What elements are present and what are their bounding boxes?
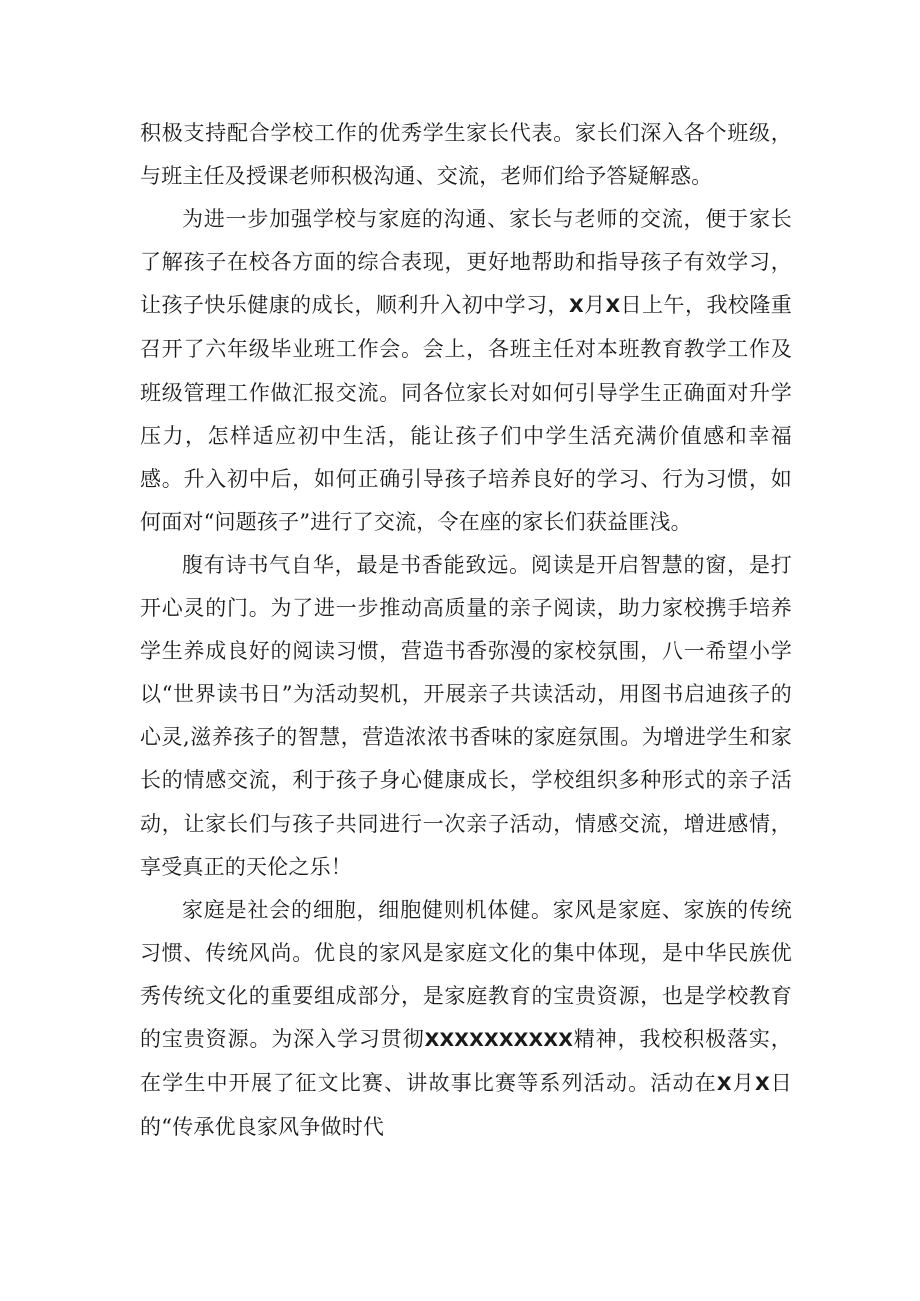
paragraph-1: [140, 112, 792, 198]
paragraph-2: [140, 198, 792, 544]
paragraph-4: [140, 889, 792, 1150]
text-run: 家庭是社会的细胞，细胞健则机体健。家风是家庭、家族的传统习惯、传统风尚。优良的家风是家庭文化的集中体现，是中华民族优秀传统文化的重要组成部分，是家庭教育的宝贵资源，也是学校教育的宝贵资源。为深入学习贯彻: [140, 897, 792, 1051]
paragraph-3: [140, 544, 792, 889]
text-run: 腹有诗书气自华，最是书香能致远。阅读是开启智慧的窗，是打开心灵的门。为了进一步推动高质量的亲子阅读，助力家校携手培养学生养成良好的阅读习惯，营造书香弥漫的家校氛围，八一希望小学以“世界读书日”为活动契机，开展亲子共读活动，用图书启迪孩子的心灵,滋养孩子的智慧，营造浓浓书香味的家庭氛围。为增进学生和家长的情感交流，利于孩子身心健康成长，学校组织多种形式的亲子活动，让家长们与孩子共同进行一次亲子活动，情感交流，增进感情，享受真正的天伦之乐！: [140, 552, 792, 879]
placeholder-month: X: [716, 1073, 732, 1096]
text-run: 精神，我校积极落实，在学生中开展了征文比赛、讲故事比赛等系列活动。活动在: [140, 1026, 793, 1096]
text-run: 日的“传承优良家风争做时代: [140, 1071, 793, 1140]
placeholder-redacted: XXXXXXXXXX: [424, 1028, 574, 1051]
text-run: 为进一步加强学校与家庭的沟通、家长与老师的交流，便于家长了解孩子在校各方面的综合表现，更好地帮助和指导孩子有效学习，让孩子快乐健康的成长，顺利升入初中学习，: [140, 207, 792, 318]
placeholder-day: X: [754, 1073, 770, 1096]
text-run: 积极支持配合学校工作的优秀学生家长代表。家长们深入各个班级，与班主任及授课老师积极沟通、交流，老师们给予答疑解惑。: [140, 121, 792, 189]
text-run: 日上午，我校隆重召开了六年级毕业班工作会。会上，各班主任对本班教育教学工作及班级管理工作做汇报交流。同各位家长对如何引导学生正确面对升学压力，怎样适应初中生活，能让孩子们中学生活充满价值感和幸福感。升入初中后，如何正确引导孩子培养良好的学习、行为习惯，如何面对“问题孩子”进行了交流，令在座的家长们获益匪浅。: [140, 293, 792, 534]
text-run: 月: [731, 1071, 755, 1096]
text-run: 月: [583, 293, 606, 318]
placeholder-month: X: [568, 295, 584, 318]
document-body: [140, 112, 792, 1149]
placeholder-day: X: [605, 295, 621, 318]
